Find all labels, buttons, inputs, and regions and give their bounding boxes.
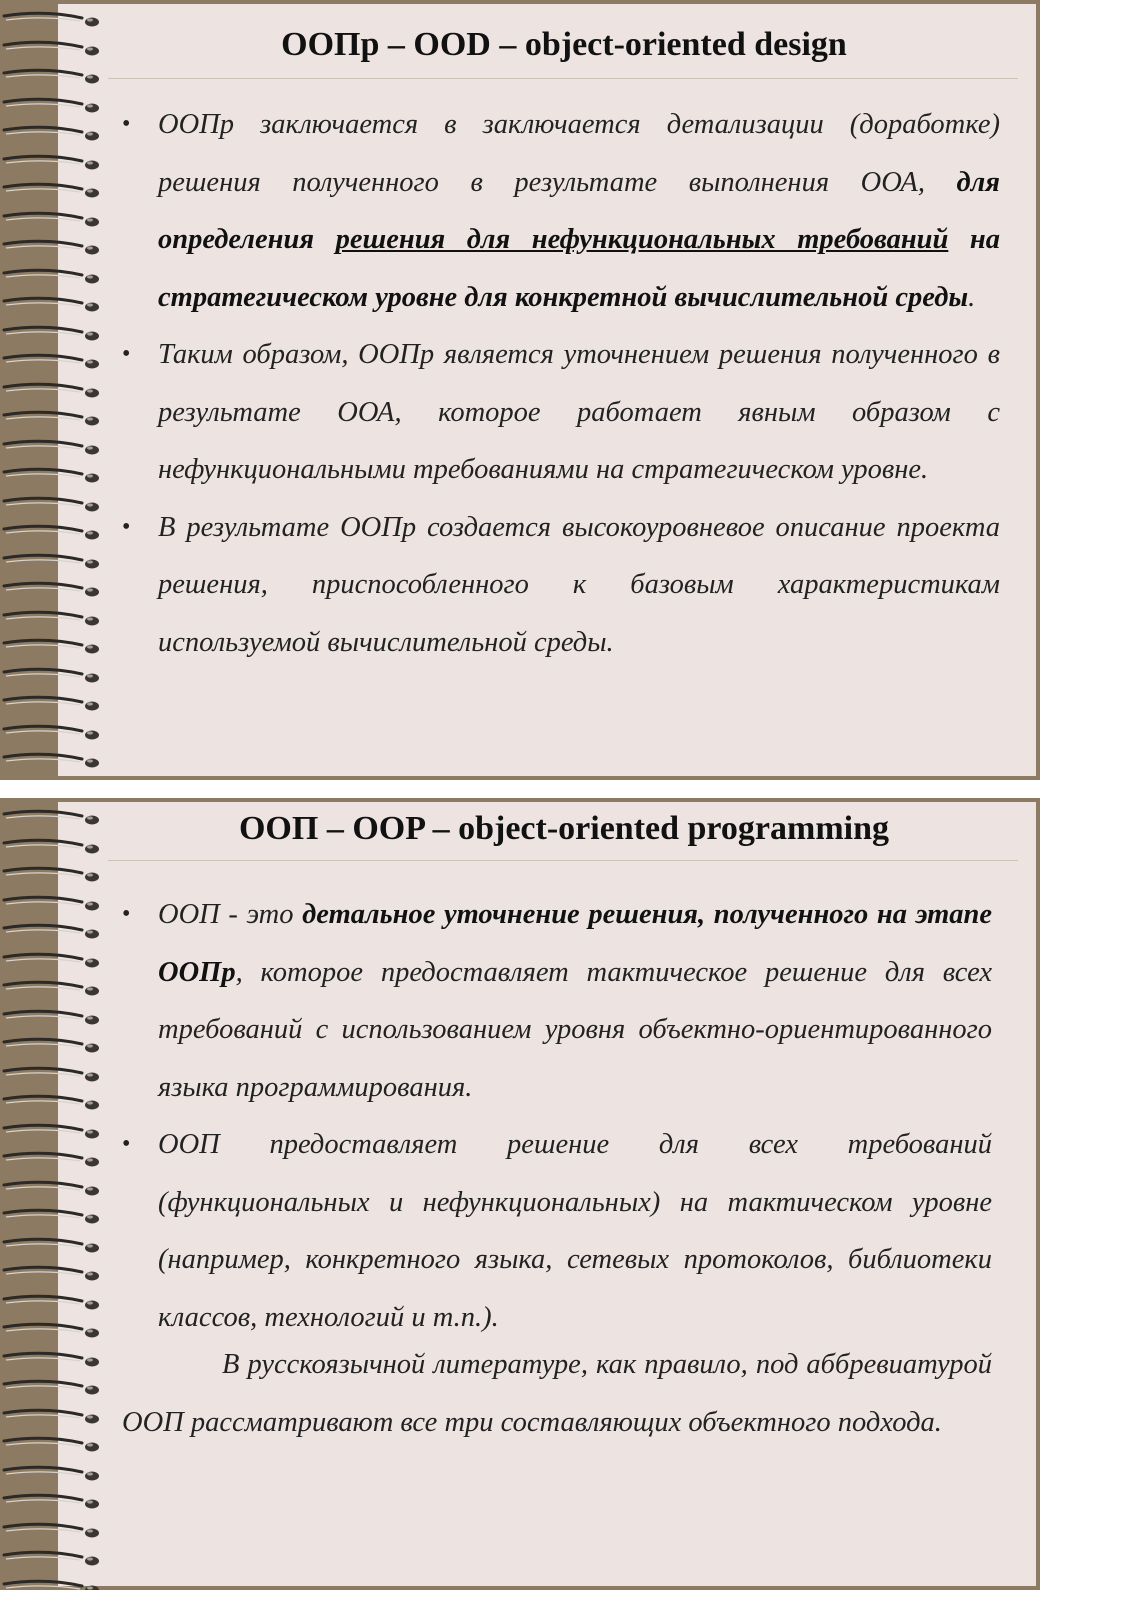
- spiral-ring-icon: [0, 1120, 110, 1146]
- spiral-ring-icon: [0, 464, 110, 490]
- spiral-binding: [0, 0, 110, 780]
- spiral-ring-icon: [0, 1205, 110, 1231]
- spiral-ring-icon: [0, 1490, 110, 1516]
- spiral-ring-icon: [0, 920, 110, 946]
- bullet-item: • ООП - это детальное уточнение решения, полученного на этапе ООПр, которое предоставляет тактическое решение для всех требований с использованием уровня объектно-ориентированного языка программирования.: [118, 886, 992, 1116]
- spiral-ring-icon: [0, 1091, 110, 1117]
- spiral-ring-icon: [0, 1576, 110, 1591]
- spiral-ring-icon: [0, 208, 110, 234]
- spiral-ring-icon: [0, 1006, 110, 1032]
- spiral-ring-icon: [0, 692, 110, 718]
- spiral-ring-icon: [0, 493, 110, 519]
- spiral-ring-icon: [0, 1433, 110, 1459]
- spiral-ring-icon: [0, 892, 110, 918]
- bullet-item: • ООПр заключается в заключается детализации (доработке) решения полученного в результате выполнения ООА, для определения решения для нефункциональных требований на стратегическом уровне для конкретной вычислительной среды.: [118, 96, 1000, 326]
- spiral-ring-icon: [0, 1519, 110, 1545]
- spiral-ring-icon: [0, 407, 110, 433]
- spiral-ring-icon: [0, 1291, 110, 1317]
- spiral-ring-icon: [0, 1348, 110, 1374]
- spiral-ring-icon: [0, 94, 110, 120]
- spiral-ring-icon: [0, 863, 110, 889]
- spiral-ring-icon: [0, 1177, 110, 1203]
- title-divider: [108, 860, 1018, 861]
- slide-title: ООП – OOP – object-oriented programming: [238, 810, 890, 847]
- spiral-ring-icon: [0, 806, 110, 832]
- spiral-ring-icon: [0, 151, 110, 177]
- spiral-ring-icon: [0, 265, 110, 291]
- spiral-ring-icon: [0, 1063, 110, 1089]
- spiral-ring-icon: [0, 122, 110, 148]
- spiral-ring-icon: [0, 293, 110, 319]
- spiral-ring-icon: [0, 322, 110, 348]
- spiral-ring-icon: [0, 635, 110, 661]
- spiral-ring-icon: [0, 8, 110, 34]
- bullet-list: [118, 96, 1000, 671]
- spiral-ring-icon: [0, 749, 110, 775]
- slide-ood: [0, 0, 1040, 780]
- bullet-list: [118, 886, 992, 1346]
- spiral-ring-icon: [0, 1462, 110, 1488]
- spiral-ring-icon: [0, 835, 110, 861]
- spiral-ring-icon: [0, 1547, 110, 1573]
- spiral-ring-icon: [0, 977, 110, 1003]
- spiral-ring-icon: [0, 1376, 110, 1402]
- spiral-ring-icon: [0, 550, 110, 576]
- closing-paragraph: В русскоязычной литературе, как правило, под аббревиатурой ООП рассматривают все три составляющих объектного подхода.: [122, 1349, 992, 1438]
- spiral-ring-icon: [0, 949, 110, 975]
- spiral-ring-icon: [0, 1319, 110, 1345]
- spiral-ring-icon: [0, 179, 110, 205]
- spiral-ring-icon: [0, 379, 110, 405]
- spiral-ring-icon: [0, 1148, 110, 1174]
- bullet-item: • Таким образом, ООПр является уточнением решения полученного в результате ООА, которое работает явным образом с нефункциональными требованиями на стратегическом уровне.: [118, 326, 1000, 499]
- spiral-ring-icon: [0, 65, 110, 91]
- spiral-ring-icon: [0, 236, 110, 262]
- spiral-ring-icon: [0, 521, 110, 547]
- title-divider: [108, 78, 1018, 79]
- spiral-ring-icon: [0, 578, 110, 604]
- bullet-item: • В результате ООПр создается высокоуровневое описание проекта решения, приспособленного к базовым характеристикам используемой вычислительной среды.: [118, 499, 1000, 672]
- spiral-ring-icon: [0, 436, 110, 462]
- spiral-ring-icon: [0, 350, 110, 376]
- slide-title: ООПр – OOD – object-oriented design: [281, 26, 847, 63]
- spiral-binding: [0, 798, 110, 1590]
- spiral-ring-icon: [0, 37, 110, 63]
- bullet-item: • ООП предоставляет решение для всех требований (функциональных и нефункциональных) на тактическом уровне (например, конкретного языка, сетевых протоколов, библиотеки классов, технологий и т.п.).: [118, 1116, 992, 1346]
- spiral-ring-icon: [0, 1234, 110, 1260]
- spiral-ring-icon: [0, 1034, 110, 1060]
- spiral-ring-icon: [0, 607, 110, 633]
- spiral-ring-icon: [0, 1262, 110, 1288]
- spiral-ring-icon: [0, 1405, 110, 1431]
- slide-oop: [0, 798, 1040, 1590]
- spiral-ring-icon: [0, 664, 110, 690]
- spiral-ring-icon: [0, 721, 110, 747]
